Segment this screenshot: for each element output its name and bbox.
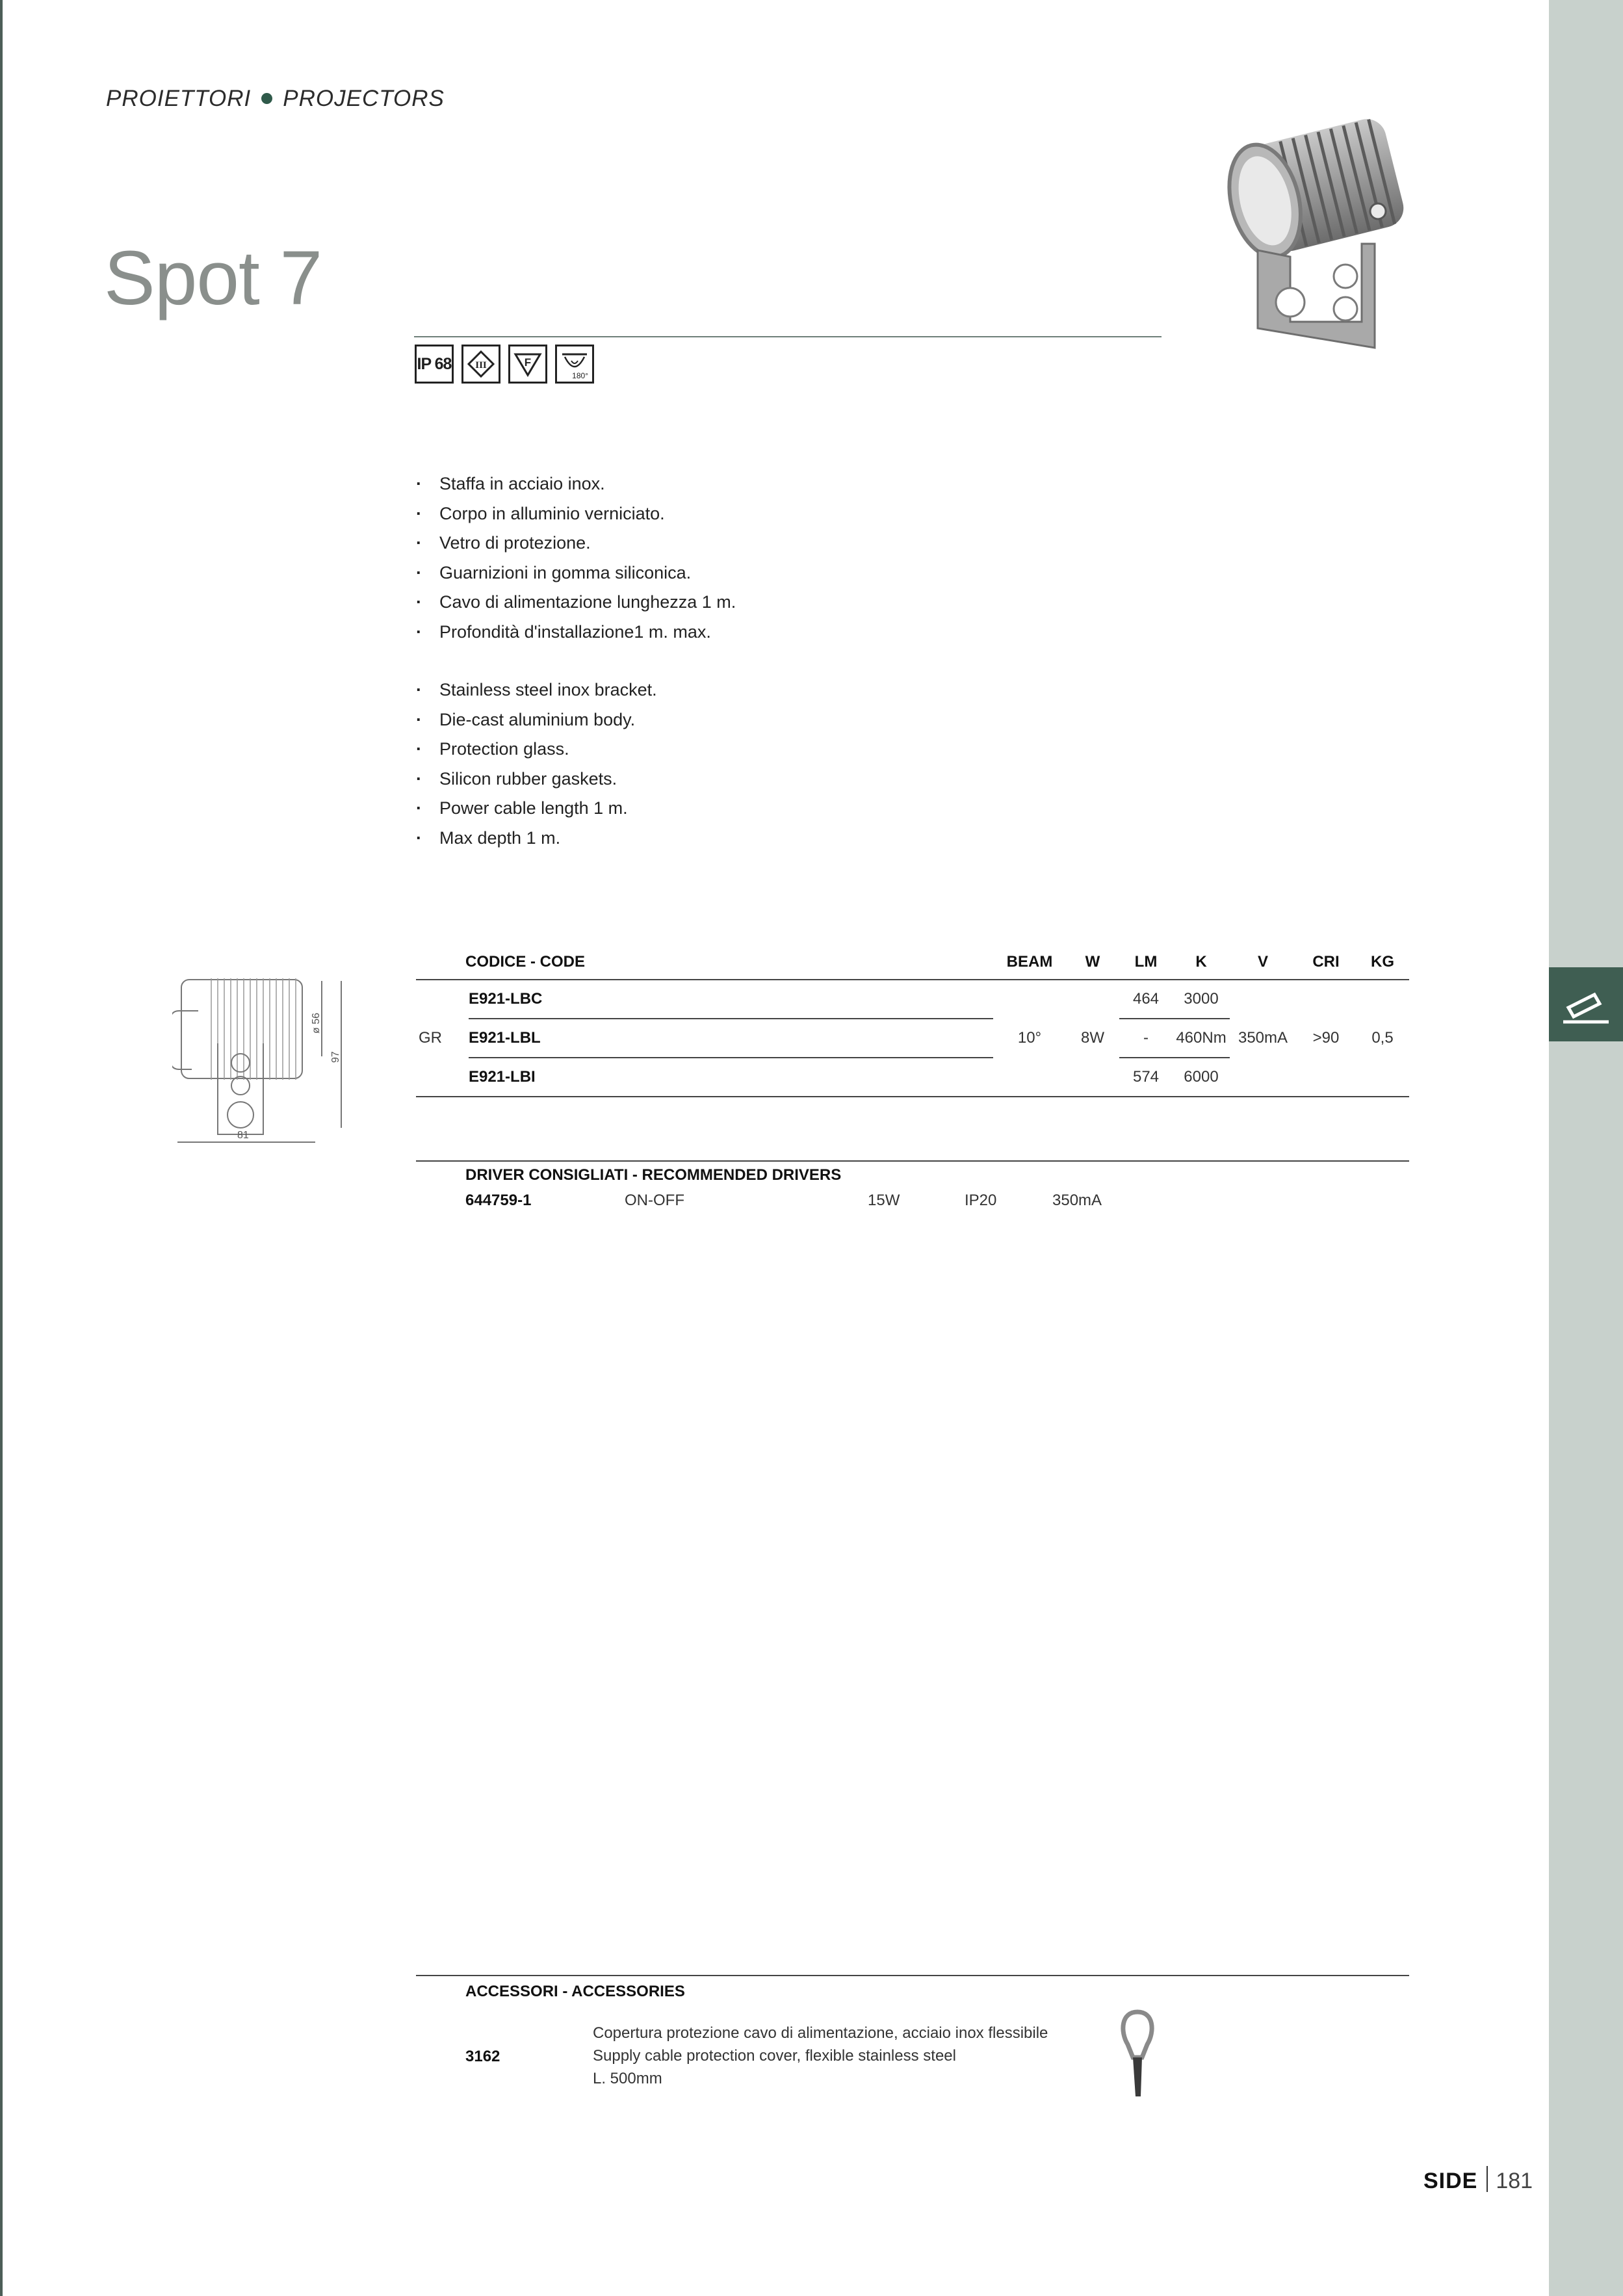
bullet-dot-icon (261, 93, 272, 104)
beam-cell: 10° (993, 980, 1066, 1097)
group-cell: GR (416, 980, 469, 1097)
driver-code: 644759-1 (465, 1192, 532, 1209)
k-cell: 3000 (1173, 980, 1230, 1019)
col-lm: LM (1119, 945, 1173, 980)
feature-item: · Power cable length 1 m. (416, 794, 657, 824)
category-en: PROJECTORS (283, 86, 445, 111)
svg-text:F: F (524, 356, 532, 369)
w-cell: 8W (1066, 980, 1119, 1097)
col-k: K (1173, 945, 1230, 980)
feature-item: · Staffa in acciaio inox. (416, 469, 736, 499)
driver-power: 15W (868, 1192, 900, 1209)
dim-width: 81 (237, 1130, 249, 1141)
feature-item: · Guarnizioni in gomma siliconica. (416, 558, 736, 588)
page-number: 181 (1496, 2169, 1533, 2193)
lm-cell: 464 (1119, 980, 1173, 1019)
dim-height: 97 (330, 1051, 341, 1063)
features-english (416, 675, 657, 853)
code-cell: E921-LBC (469, 980, 993, 1019)
feature-item: · Silicon rubber gaskets. (416, 764, 657, 794)
ip-rating-icon: IP 68 (415, 345, 454, 384)
cri-cell: >90 (1296, 980, 1356, 1097)
k-cell: 6000 (1173, 1058, 1230, 1097)
feature-item: · Protection glass. (416, 735, 657, 764)
category-it: PROIETTORI (106, 86, 252, 111)
driver-ip: IP20 (965, 1192, 997, 1209)
feature-item: · Die-cast aluminium body. (416, 705, 657, 735)
category-label (106, 86, 445, 112)
lm-cell: - (1119, 1019, 1173, 1058)
beam-angle-icon (555, 345, 594, 384)
features-italian (416, 469, 736, 647)
beam-angle-label: 180° (572, 371, 588, 380)
accessories-heading: ACCESSORI - ACCESSORIES (465, 1983, 685, 2000)
k-cell: 460Nm (1173, 1019, 1230, 1058)
spec-table (416, 945, 1409, 1097)
page-title: Spot 7 (104, 235, 322, 321)
dim-diameter: ø 56 (311, 1012, 322, 1034)
product-photo (1206, 94, 1427, 377)
code-cell: E921-LBI (469, 1058, 993, 1097)
feature-item: · Stainless steel inox bracket. (416, 675, 657, 705)
kg-cell: 0,5 (1356, 980, 1409, 1097)
class-iii-icon (461, 345, 500, 384)
driver-row (465, 1192, 1115, 1211)
feature-item: · Profondità d'installazione1 m. max. (416, 618, 736, 647)
footer-separator (1487, 2166, 1488, 2192)
projector-section-icon (1563, 982, 1609, 1027)
code-cell: E921-LBL (469, 1019, 993, 1058)
accessories-divider (416, 1975, 1409, 1976)
accessory-description (593, 2022, 1048, 2090)
feature-item: · Max depth 1 m. (416, 824, 657, 854)
feature-item: · Cavo di alimentazione lunghezza 1 m. (416, 588, 736, 618)
col-w: W (1066, 945, 1119, 980)
v-cell: 350mA (1230, 980, 1296, 1097)
accessory-photo (1108, 2005, 1167, 2106)
svg-text:III: III (475, 360, 487, 371)
driver-current: 350mA (1052, 1192, 1102, 1209)
col-cri: CRI (1296, 945, 1356, 980)
driver-type: ON-OFF (625, 1192, 684, 1209)
drivers-heading: DRIVER CONSIGLIATI - RECOMMENDED DRIVERS (465, 1166, 842, 1184)
footer-brand: SIDE (1423, 2169, 1478, 2193)
page-footer (1423, 2166, 1533, 2194)
accessory-desc-it: Copertura protezione cavo di alimentazione, acciaio inox flessibile (593, 2024, 1048, 2042)
lm-cell: 574 (1119, 1058, 1173, 1097)
accessory-desc-en: Supply cable protection cover, flexible stainless steel (593, 2047, 956, 2065)
f-mark-icon (508, 345, 547, 384)
col-kg: KG (1356, 945, 1409, 980)
feature-item: · Corpo in alluminio verniciato. (416, 499, 736, 529)
section-tab[interactable] (1549, 967, 1623, 1041)
accessory-code: 3162 (465, 2048, 500, 2065)
col-code: CODICE - CODE (416, 945, 993, 980)
drivers-divider (416, 1160, 1409, 1162)
title-divider (414, 336, 1162, 337)
col-beam: BEAM (993, 945, 1066, 980)
certification-icons (415, 345, 594, 384)
table-row (416, 980, 1409, 1019)
col-v: V (1230, 945, 1296, 980)
side-color-band (1549, 0, 1623, 2296)
left-edge-rule (0, 0, 3, 2296)
technical-drawing (172, 972, 354, 1151)
accessory-length: L. 500mm (593, 2070, 662, 2087)
feature-item: · Vetro di protezione. (416, 528, 736, 558)
